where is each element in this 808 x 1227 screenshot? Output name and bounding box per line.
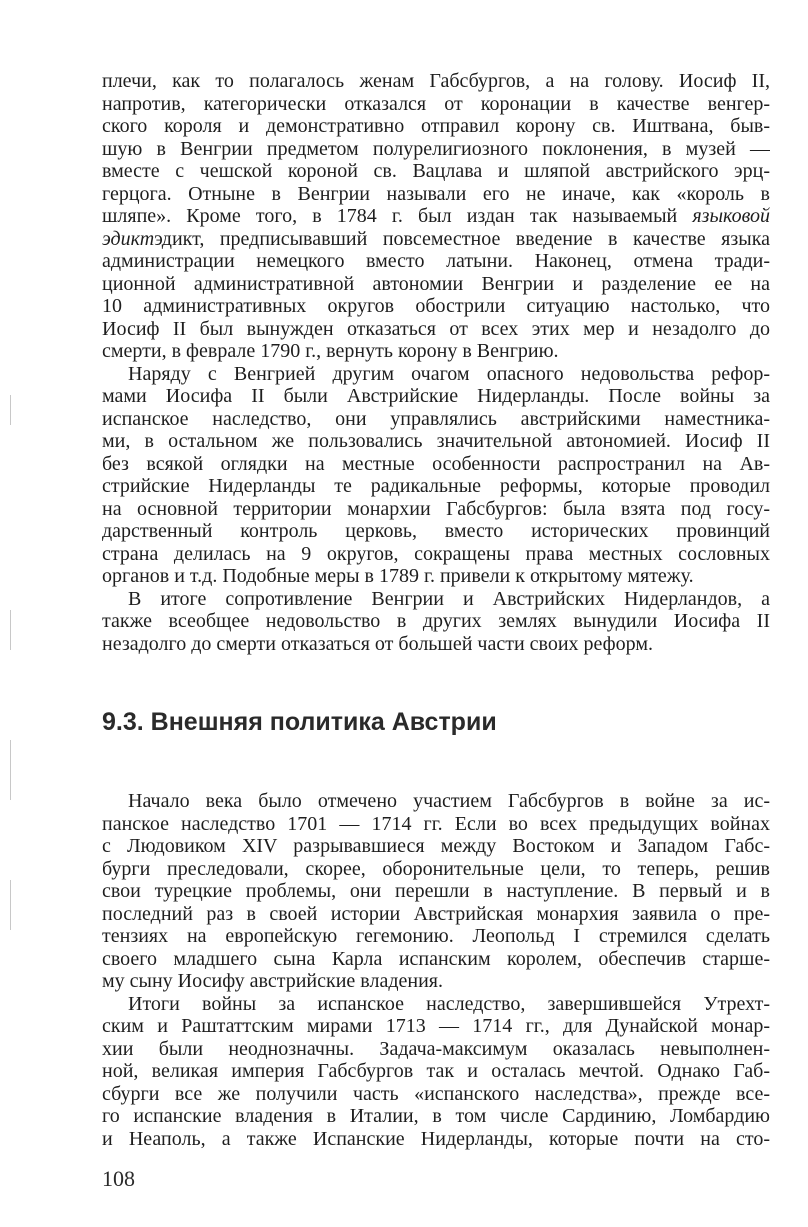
text-line: напротив, категорически отказался от коронации в качестве венгер- bbox=[102, 92, 770, 115]
text-line: ционной административной автономии Венгрии и разделение ее на bbox=[102, 272, 770, 295]
body-text-block-1 bbox=[102, 70, 770, 655]
text-line: герцога. Отныне в Венгрии называли его не иначе, как «король в bbox=[102, 182, 770, 205]
text-line: Иосиф II был вынужден отказаться от всех этих мер и незадолго до bbox=[102, 317, 770, 340]
italic-term: языковой bbox=[692, 205, 770, 227]
text-line: Наряду с Венгрией другим очагом опасного недовольства рефор- bbox=[128, 362, 770, 385]
text-line: вместе с чешской короной св. Вацлава и шляпой австрийского эрц- bbox=[102, 160, 770, 182]
text-line: ми, в остальном же пользовались значительной автономией. Иосиф II bbox=[102, 430, 770, 452]
text-line: администрации немецкого вместо латыни. Наконец, отмена тради- bbox=[102, 250, 770, 272]
text-line: своего младшего сына Карла испанским королем, обеспечив старше- bbox=[102, 947, 770, 970]
text-line: В итоге сопротивление Венгрии и Австрийских Нидерландов, а bbox=[128, 587, 770, 610]
text-line: плечи, как то полагалось женам Габсбургов, а на голову. Иосиф II, bbox=[102, 70, 770, 92]
text-line: Начало века было отмечено участием Габсбургов в войне за ис- bbox=[128, 790, 770, 812]
text-line: смерти, в феврале 1790 г., вернуть корону в Венгрию. bbox=[102, 340, 559, 362]
text-line: ной, великая империя Габсбургов так и осталась мечтой. Однако Габ- bbox=[102, 1060, 770, 1082]
text-line: дарственный контроль церковь, вместо исторических провинций bbox=[102, 520, 770, 542]
scan-margin-mark bbox=[10, 740, 11, 800]
text-line: ским и Раштаттским мирами 1713 — 1714 гг., для Дунайской монар- bbox=[102, 1015, 770, 1037]
text-line: панское наследство 1701 — 1714 гг. Если во всех предыдущих войнах bbox=[102, 812, 770, 835]
section-heading: 9.3. Внешняя политика Австрии bbox=[102, 708, 497, 736]
text-line: органов и т.д. Подобные меры в 1789 г. привели к открытому мятежу. bbox=[102, 565, 694, 587]
text-line: последний раз в своей истории Австрийская монархия заявила о пре- bbox=[102, 902, 770, 925]
scan-margin-mark bbox=[10, 610, 11, 650]
text-line: на основной территории монархии Габсбургов: была взята под госу- bbox=[102, 497, 770, 520]
text-line: также всеобщее недовольство в других землях вынудили Иосифа II bbox=[102, 610, 770, 632]
text-line: без всякой оглядки на местные особенности распространил на Ав- bbox=[102, 452, 770, 475]
italic-term: эдикт bbox=[102, 227, 155, 250]
text-line: и Неаполь, а также Испанские Нидерланды, которые почти на сто- bbox=[102, 1127, 770, 1150]
text-line: 10 административных округов обострили ситуацию настолько, что bbox=[102, 295, 770, 317]
text-line: шую в Венгрии предметом полурелигиозного поклонения, в музей — bbox=[102, 137, 770, 160]
text-line: хии были неоднозначны. Задача-максимум оказалась невыполнен- bbox=[102, 1037, 770, 1060]
text-fragment: шляпе». Кроме того, в 1784 г. был издан так называемый bbox=[102, 205, 693, 227]
text-line: бурги преследовали, скорее, оборонительные цели, то теперь, решив bbox=[102, 857, 770, 880]
text-line: незадолго до смерти отказаться от большей части своих реформ. bbox=[102, 632, 653, 655]
scan-margin-mark bbox=[10, 395, 11, 425]
text-line: стрийские Нидерланды те радикальные реформы, которые проводил bbox=[102, 475, 770, 497]
text-fragment: эдикт, предписывавший повсеместное введение в качестве языка bbox=[154, 227, 770, 250]
text-line: тензиях на европейскую гегемонию. Леопольд I стремился сделать bbox=[102, 925, 770, 947]
text-line: Итоги войны за испанское наследство, завершившейся Утрехт- bbox=[128, 992, 770, 1015]
text-line: сбурги все же получили часть «испанского наследства», прежде все- bbox=[102, 1082, 770, 1105]
text-line: ского короля и демонстративно отправил корону св. Иштвана, быв- bbox=[102, 115, 770, 137]
text-line: с Людовиком XIV разрывавшиеся между Востоком и Западом Габс- bbox=[102, 835, 770, 857]
text-line: мами Иосифа II были Австрийские Нидерланды. После войны за bbox=[102, 385, 770, 407]
text-line: свои турецкие проблемы, они перешли в наступление. В первый и в bbox=[102, 880, 770, 902]
text-line-with-term bbox=[102, 205, 770, 228]
text-line: го испанские владения в Италии, в том числе Сардинию, Ломбардию bbox=[102, 1105, 770, 1127]
text-line: страна делилась на 9 округов, сокращены права местных сословных bbox=[102, 542, 770, 565]
scan-margin-mark bbox=[10, 880, 11, 930]
text-line-with-term bbox=[102, 228, 770, 251]
text-line: му сыну Иосифу австрийские владения. bbox=[102, 970, 443, 992]
page-number: 108 bbox=[102, 1166, 135, 1191]
text-line: испанское наследство, они управлялись австрийскими наместника- bbox=[102, 407, 770, 430]
body-text-block-2 bbox=[102, 790, 770, 1150]
